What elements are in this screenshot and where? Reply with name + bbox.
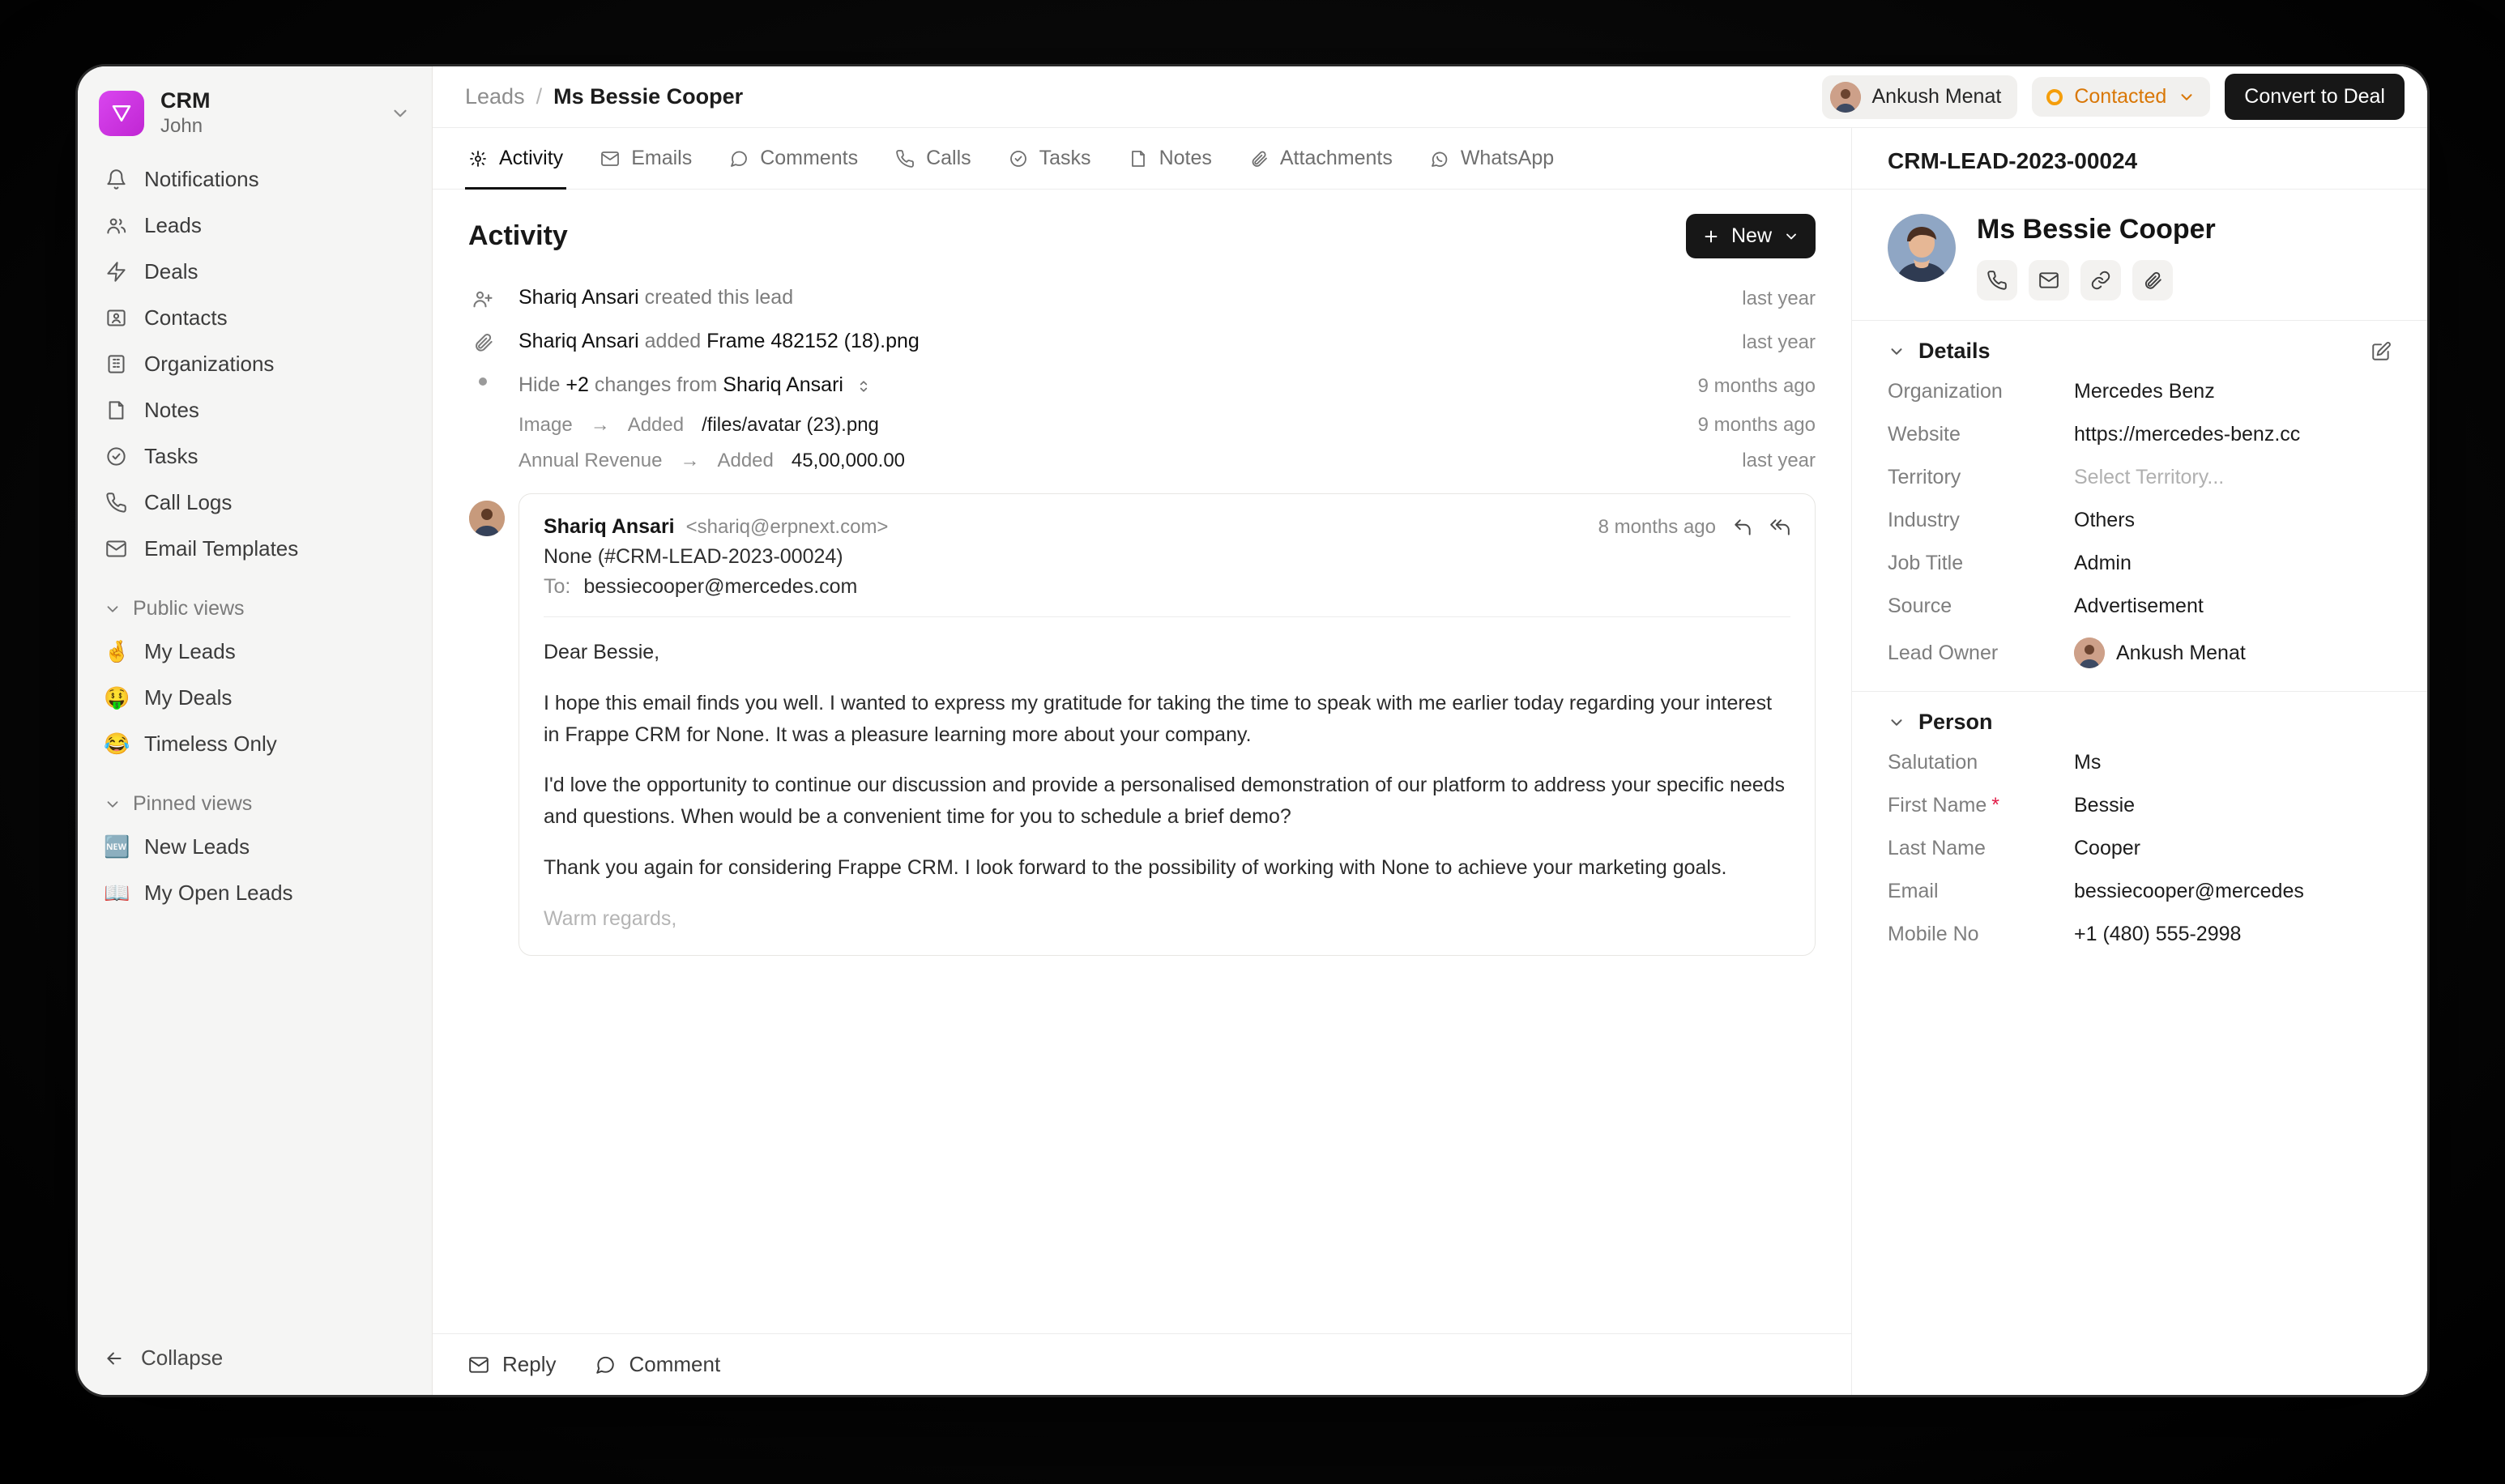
workspace-title: CRM xyxy=(160,88,211,113)
email-paragraph: I hope this email finds you well. I wanted to express my gratitude for taking the time to speak with me earlier today regarding your interest in Frappe CRM for None. It was a pleasure learning more about your company. xyxy=(544,691,1773,746)
sidebar-item-new-leads[interactable] xyxy=(91,824,419,870)
details-fields xyxy=(1852,370,2427,691)
email-sender-address: <shariq@erpnext.com> xyxy=(685,516,889,538)
activity-timeline xyxy=(433,268,1851,1333)
tab-attachments[interactable] xyxy=(1235,128,1407,189)
sidebar-item-label: Call Logs xyxy=(144,490,233,515)
fingers-crossed-icon: 🤞 xyxy=(104,639,130,664)
mail-icon xyxy=(468,1354,489,1375)
breadcrumb-separator: / xyxy=(536,84,543,109)
field-last-name[interactable] xyxy=(1888,827,2392,870)
quick-actions xyxy=(1977,260,2216,301)
lead-owner-name: Ankush Menat xyxy=(1871,85,2002,108)
mail-icon[interactable] xyxy=(2029,260,2069,301)
timeline-action: added xyxy=(644,330,702,352)
sidebar-item-label: My Leads xyxy=(144,639,236,664)
email-recipient-row xyxy=(544,575,1790,599)
field-lead-owner[interactable] xyxy=(1888,628,2392,678)
field-industry[interactable] xyxy=(1888,499,2392,542)
avatar[interactable] xyxy=(1888,214,1956,282)
sidebar-item-label: New Leads xyxy=(144,834,250,859)
tab-activity[interactable] xyxy=(454,128,578,189)
field-value: Advertisement xyxy=(2074,595,2204,617)
phone-icon xyxy=(104,491,128,515)
chevron-down-icon xyxy=(1783,228,1799,245)
change-row xyxy=(468,407,1816,443)
plus-icon xyxy=(1702,228,1720,245)
field-label: Job Title xyxy=(1888,552,1964,574)
comment-icon xyxy=(729,149,749,168)
new-button-label: New xyxy=(1730,224,1772,247)
avatar xyxy=(1830,82,1861,113)
timeline-object: Frame 482152 (18).png xyxy=(706,330,920,352)
person-fields xyxy=(1852,741,2427,969)
paperclip-icon xyxy=(1249,149,1269,168)
email-sender: Shariq Ansari xyxy=(544,515,675,538)
field-value: bessiecooper@mercedes xyxy=(2074,880,2304,902)
tab-label: Notes xyxy=(1159,147,1212,169)
sidebar-item-timeless-only[interactable] xyxy=(91,721,419,767)
sidebar-item-label: Tasks xyxy=(144,444,198,469)
sidebar-item-email-templates[interactable] xyxy=(91,526,419,572)
sidebar-item-my-open-leads[interactable] xyxy=(91,870,419,916)
field-value: Ankush Menat xyxy=(2116,641,2246,664)
link-icon[interactable] xyxy=(2080,260,2121,301)
collapse-label: Collapse xyxy=(141,1345,224,1370)
crm-logo-icon xyxy=(99,91,144,136)
field-value: Admin xyxy=(2074,552,2132,574)
tab-label: Emails xyxy=(631,147,693,169)
email-paragraph: Thank you again for considering Frappe CRM. I look forward to the possibility of working with None to achieve your marketing goals. xyxy=(544,855,1727,879)
breadcrumb-leads[interactable]: Leads xyxy=(465,84,525,109)
email-body xyxy=(544,637,1790,934)
avatar xyxy=(469,501,505,536)
details-title: Details xyxy=(1918,339,1991,363)
reply-all-icon[interactable] xyxy=(1769,517,1790,538)
email-card[interactable] xyxy=(518,493,1816,956)
note-icon xyxy=(104,399,128,423)
email-to-value: bessiecooper@mercedes.com xyxy=(583,575,858,598)
field-territory[interactable] xyxy=(1888,456,2392,499)
sidebar-item-label: Leads xyxy=(144,213,202,238)
toggle-prefix: Hide xyxy=(518,373,561,396)
tab-comments[interactable] xyxy=(715,128,873,189)
page-title: Activity xyxy=(468,220,568,251)
field-value: +1 (480) 555-2998 xyxy=(2074,923,2242,945)
timeline-changes-toggle[interactable] xyxy=(468,364,1816,407)
timeline-action: created this lead xyxy=(644,286,794,309)
field-label: Salutation xyxy=(1888,751,1978,774)
activity-column xyxy=(433,128,1852,1395)
field-organization[interactable] xyxy=(1888,370,2392,413)
field-value: Bessie xyxy=(2074,794,2136,817)
divider xyxy=(544,616,1790,617)
comment-icon xyxy=(595,1354,616,1375)
tab-label: WhatsApp xyxy=(1460,147,1555,169)
tab-emails[interactable] xyxy=(586,128,706,189)
top-bar xyxy=(433,66,2427,128)
sidebar-item-label: My Open Leads xyxy=(144,881,293,906)
composer-bar xyxy=(433,1333,1851,1395)
sidebar-item-label: Organizations xyxy=(144,352,275,377)
convert-to-deal-button[interactable]: Convert to Deal xyxy=(2225,74,2405,120)
check-circle-icon xyxy=(1009,149,1028,168)
building-icon xyxy=(104,352,128,377)
person-title: Person xyxy=(1918,710,1993,734)
timeline-actor: Shariq Ansari xyxy=(518,286,639,309)
email-paragraph: Dear Bessie, xyxy=(544,641,660,663)
field-label: Lead Owner xyxy=(1888,641,1999,664)
sidebar-item-deals[interactable] xyxy=(91,249,419,295)
sidebar-item-label: Notes xyxy=(144,398,199,423)
field-label: Organization xyxy=(1888,380,2003,403)
field-label: Territory xyxy=(1888,466,1961,488)
sidebar-nav xyxy=(78,156,432,916)
person-section-header[interactable] xyxy=(1852,692,2427,741)
toggle-count: +2 xyxy=(565,373,589,396)
chevron-down-icon xyxy=(1888,343,1905,360)
field-job-title[interactable] xyxy=(1888,542,2392,585)
status-badge[interactable] xyxy=(2032,77,2210,117)
field-email[interactable] xyxy=(1888,870,2392,913)
sidebar-item-notes[interactable] xyxy=(91,387,419,433)
field-first-name[interactable] xyxy=(1888,784,2392,827)
toggle-mid: changes from xyxy=(594,373,718,396)
main-area xyxy=(433,66,2427,1395)
bolt-icon xyxy=(104,260,128,284)
record-name: Ms Bessie Cooper xyxy=(1977,214,2216,245)
app-window xyxy=(78,66,2427,1395)
field-label: Mobile No xyxy=(1888,923,1979,945)
email-time: 8 months ago xyxy=(1598,516,1716,538)
user-plus-icon xyxy=(468,286,497,310)
change-field: Image xyxy=(518,414,573,436)
field-label: Website xyxy=(1888,423,1961,446)
new-badge-icon: 🆕 xyxy=(104,834,130,859)
chevron-down-icon[interactable] xyxy=(390,103,411,124)
bell-icon xyxy=(104,168,128,192)
field-value: Cooper xyxy=(2074,837,2140,859)
lead-owner-chip[interactable] xyxy=(1822,75,2018,119)
edit-icon[interactable] xyxy=(2371,341,2392,362)
tab-tasks[interactable] xyxy=(994,128,1106,189)
details-section-header[interactable] xyxy=(1852,321,2427,370)
note-icon xyxy=(1129,149,1148,168)
sidebar-section-label: Pinned views xyxy=(133,792,253,816)
field-value: https://mercedes-benz.cc xyxy=(2074,423,2301,446)
sidebar-item-call-logs[interactable] xyxy=(91,480,419,526)
sidebar-item-leads[interactable] xyxy=(91,203,419,249)
reply-button-label: Reply xyxy=(502,1352,557,1376)
field-salutation[interactable] xyxy=(1888,741,2392,784)
tab-whatsapp[interactable] xyxy=(1415,128,1568,189)
tab-calls[interactable] xyxy=(881,128,986,189)
change-value: 45,00,000.00 xyxy=(791,450,906,471)
timeline-time: last year xyxy=(1742,288,1816,309)
users-icon xyxy=(104,214,128,238)
money-face-icon: 🤑 xyxy=(104,685,130,710)
arrow-icon: → xyxy=(680,450,700,471)
field-label: Source xyxy=(1888,595,1952,617)
field-label: First Name xyxy=(1888,794,1987,817)
sidebar-item-label: My Deals xyxy=(144,685,233,710)
change-verb: Added xyxy=(717,450,774,471)
paperclip-icon[interactable] xyxy=(2132,260,2173,301)
field-value: Select Territory... xyxy=(2074,466,2225,488)
record-header xyxy=(1852,190,2427,321)
sidebar-item-my-deals[interactable] xyxy=(91,675,419,721)
new-activity-button[interactable] xyxy=(1686,214,1816,258)
tab-label: Tasks xyxy=(1039,147,1091,169)
sidebar-section-label: Public views xyxy=(133,597,245,620)
comment-button-label: Comment xyxy=(629,1352,721,1376)
check-circle-icon xyxy=(104,445,128,469)
tab-label: Activity xyxy=(499,147,564,169)
field-mobile-no[interactable] xyxy=(1888,913,2392,956)
field-website[interactable] xyxy=(1888,413,2392,456)
sidebar-item-label: Email Templates xyxy=(144,536,299,561)
details-panel xyxy=(1852,128,2427,1395)
tab-notes[interactable] xyxy=(1114,128,1227,189)
sidebar-item-notifications[interactable] xyxy=(91,156,419,203)
status-label: Contacted xyxy=(2074,85,2167,108)
timeline-actor: Shariq Ansari xyxy=(518,330,639,352)
field-value: Mercedes Benz xyxy=(2074,380,2215,403)
sidebar-item-label: Timeless Only xyxy=(144,731,277,757)
change-verb: Added xyxy=(627,414,685,436)
status-dot-icon xyxy=(2046,89,2063,105)
timeline-time: last year xyxy=(1742,331,1816,353)
tab-bar xyxy=(433,128,1851,190)
change-time: 9 months ago xyxy=(1697,414,1816,436)
avatar xyxy=(2074,638,2105,668)
phone-icon[interactable] xyxy=(1977,260,2017,301)
field-label: Industry xyxy=(1888,509,1960,531)
sidebar-item-my-leads[interactable] xyxy=(91,629,419,675)
tab-label: Attachments xyxy=(1279,147,1393,169)
field-value: Others xyxy=(2074,509,2136,531)
sidebar-item-label: Notifications xyxy=(144,167,259,192)
laughing-face-icon: 😂 xyxy=(104,731,130,757)
email-subject: None (#CRM-LEAD-2023-00024) xyxy=(544,545,843,568)
chevron-down-icon xyxy=(104,600,122,618)
sidebar-section-pinned-views[interactable] xyxy=(91,782,419,824)
phone-icon xyxy=(895,149,915,168)
sidebar xyxy=(78,66,433,1395)
comment-button[interactable] xyxy=(595,1352,720,1377)
chevron-down-icon xyxy=(104,795,122,813)
timeline-item xyxy=(468,276,1816,320)
email-signoff: Warm regards, xyxy=(544,906,677,930)
whatsapp-icon xyxy=(1430,149,1449,168)
mail-icon xyxy=(104,537,128,561)
email-paragraph: I'd love the opportunity to continue our discussion and provide a personalised demonstration of our platform to address your specific needs and questions. When would be a convenient time for you to schedule a brief demo? xyxy=(544,774,1786,828)
tab-label: Calls xyxy=(926,147,971,169)
field-value: Ms xyxy=(2074,751,2102,774)
collapse-icon xyxy=(104,1348,125,1369)
workspace-user: John xyxy=(160,115,203,138)
sidebar-item-label: Deals xyxy=(144,259,198,284)
sidebar-item-contacts[interactable] xyxy=(91,295,419,341)
breadcrumb-current: Ms Bessie Cooper xyxy=(553,84,744,109)
mail-icon xyxy=(600,149,620,168)
collapse-sidebar-button[interactable] xyxy=(78,1328,432,1395)
dot-icon xyxy=(468,373,497,388)
timeline-item xyxy=(468,320,1816,364)
activity-icon xyxy=(468,149,488,168)
reply-icon[interactable] xyxy=(1732,517,1753,538)
sidebar-section-public-views[interactable] xyxy=(91,586,419,629)
field-label: Last Name xyxy=(1888,837,1986,859)
change-value: /files/avatar (23).png xyxy=(702,414,879,436)
chevron-down-icon xyxy=(1888,714,1905,731)
open-book-icon: 📖 xyxy=(104,881,130,906)
change-row xyxy=(468,443,1816,479)
toggle-actor: Shariq Ansari xyxy=(723,373,843,396)
change-field: Annual Revenue xyxy=(518,450,663,471)
field-label: Email xyxy=(1888,880,1939,902)
timeline-time: 9 months ago xyxy=(1697,375,1816,397)
paperclip-icon xyxy=(468,330,497,353)
arrow-icon: → xyxy=(590,414,610,436)
sidebar-item-organizations[interactable] xyxy=(91,341,419,387)
record-id: CRM-LEAD-2023-00024 xyxy=(1852,128,2427,190)
workspace-switcher[interactable] xyxy=(78,66,432,156)
chevron-down-icon xyxy=(2178,88,2196,106)
tab-label: Comments xyxy=(760,147,859,169)
required-marker: * xyxy=(1991,794,1999,817)
sidebar-item-tasks[interactable] xyxy=(91,433,419,480)
change-time: last year xyxy=(1742,450,1816,471)
content-split xyxy=(433,128,2427,1395)
activity-panel xyxy=(433,190,1851,1395)
field-source[interactable] xyxy=(1888,585,2392,628)
contact-icon xyxy=(104,306,128,330)
reply-button[interactable] xyxy=(468,1352,556,1377)
chevron-updown-icon xyxy=(856,378,872,394)
email-to-label: To: xyxy=(544,575,571,598)
sidebar-item-label: Contacts xyxy=(144,305,228,330)
